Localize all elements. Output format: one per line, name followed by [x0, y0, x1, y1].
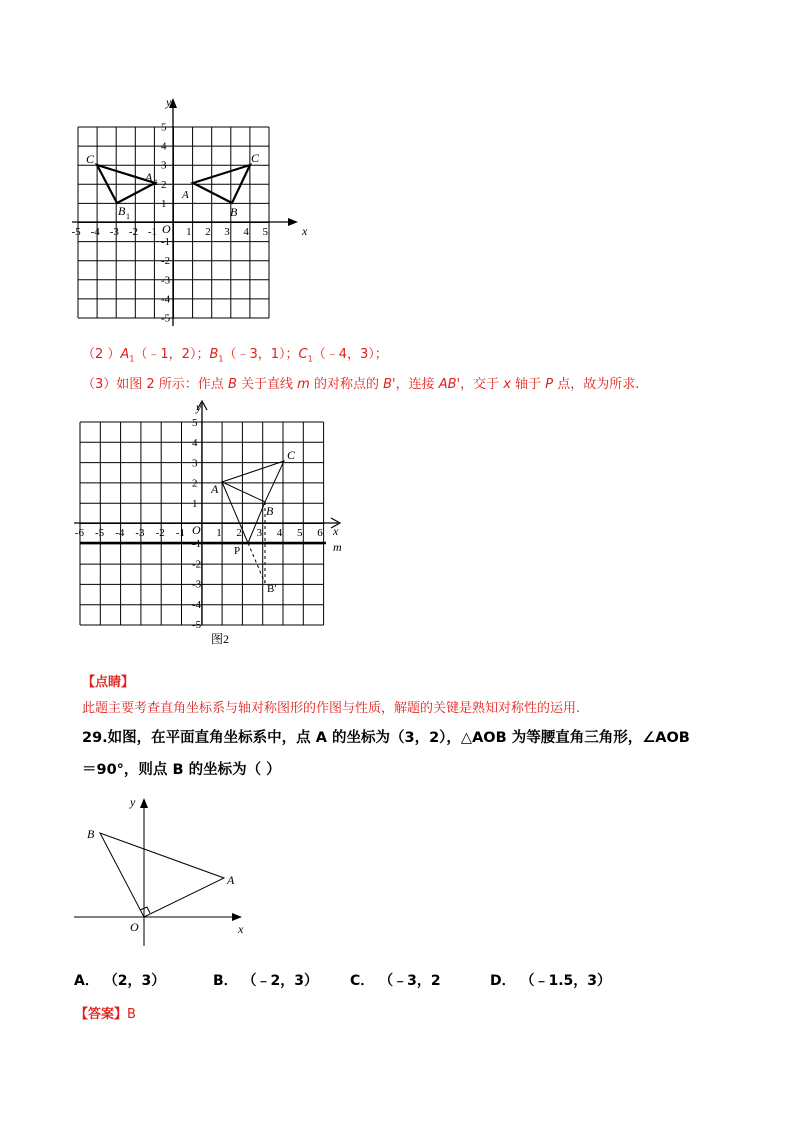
x-axis-label: x [333, 524, 339, 538]
y-tick-label: 4 [161, 140, 167, 153]
x-tick-label: -3 [109, 226, 119, 238]
y-tick-label: 3 [192, 457, 198, 470]
y-tick-label: 2 [192, 477, 198, 490]
x-tick-label: 1 [186, 226, 192, 238]
x-tick-label: -2 [128, 226, 138, 238]
option-c[interactable]: C． （﹣3，2 [350, 973, 441, 989]
y-tick-label: 5 [161, 121, 167, 134]
y-tick-label: -2 [161, 255, 171, 268]
point-a1-subscript: 1 [154, 178, 158, 187]
triangle-aob [100, 833, 224, 917]
x-axis-arrow-icon [232, 913, 242, 921]
y-tick-label: -4 [161, 293, 171, 306]
point-a-label: A [211, 482, 219, 496]
dianjing-text: 此题主要考查直角坐标系与轴对称图形的作图与性质，解题的关键是熟知对称性的运用. [82, 701, 581, 716]
point-b1-subscript: 1 [126, 212, 130, 221]
point-b-label: B [87, 827, 95, 841]
answer [75, 1003, 136, 1022]
y-tick-label: 5 [192, 417, 198, 429]
answer-heading: 【答案】 [75, 1007, 128, 1022]
y-tick-label: -4 [192, 598, 202, 611]
origin-label: O [130, 920, 139, 934]
answer-value: B [127, 1007, 136, 1022]
point-b-prime-label: B' [267, 583, 277, 595]
x-tick-label: -1 [147, 226, 158, 238]
point-c-label: C [287, 448, 296, 462]
x-tick-label: 4 [243, 226, 249, 238]
solution-part-2: （2 ）$A_1(﹣1$，2）；$B_1(﹣3$，1）；$C_1(﹣4$，3）； [82, 347, 388, 364]
y-tick-label: -1 [161, 236, 171, 249]
line-m-label: m [333, 540, 342, 554]
point-b-label: B [230, 205, 238, 219]
option-b[interactable]: B． （﹣2，3） [213, 973, 319, 989]
y-tick-label: -5 [192, 619, 202, 631]
segment-ap [222, 482, 248, 543]
point-b1-label: B [118, 204, 126, 218]
point-c-label: C [251, 151, 260, 165]
y-tick-label: -3 [161, 274, 171, 287]
point-a-label: A [227, 873, 235, 887]
x-tick-label: 5 [297, 527, 303, 539]
x-tick-label: -3 [135, 527, 145, 539]
x-tick-label: 5 [262, 226, 268, 238]
y-tick-label: 1 [161, 197, 167, 210]
point-c1-label: C [86, 152, 95, 166]
figure-3-triangle-aob [70, 790, 260, 950]
y-tick-label: -5 [161, 312, 171, 325]
y-tick-label: 3 [161, 159, 167, 172]
x-axis-arrow-icon [288, 218, 298, 226]
x-tick-label: 3 [224, 226, 230, 238]
point-a-label: A [182, 189, 189, 201]
figure-2-caption: 图2 [211, 632, 230, 646]
x-tick-label: -5 [95, 527, 105, 539]
y-tick-label: -2 [192, 558, 202, 571]
option-d[interactable]: D． （﹣1.5，3） [490, 973, 612, 989]
x-tick-label: -5 [71, 226, 81, 238]
y-tick-label: -1 [192, 538, 202, 551]
point-p-label: P [234, 545, 241, 557]
y-axis-arrow-icon [140, 798, 148, 808]
y-tick-label: 4 [192, 437, 198, 450]
y-tick-label: -3 [192, 578, 202, 591]
origin-label: O [162, 222, 171, 236]
question-29-line-2: ＝90°，则点 B 的坐标为（ ） [82, 762, 281, 778]
x-axis-label: x [302, 224, 308, 238]
point-b-label: B [266, 504, 274, 518]
x-tick-label: 4 [276, 527, 283, 539]
x-axis-label: x [238, 922, 244, 936]
y-axis-label: y [130, 795, 136, 809]
x-tick-label: -4 [115, 527, 125, 539]
y-tick-label: 1 [192, 497, 198, 510]
y-axis-label: y [166, 95, 172, 109]
x-tick-label: -1 [175, 527, 185, 539]
y-axis-label: y [196, 400, 202, 414]
x-tick-label: 2 [236, 527, 242, 539]
figure-1-coordinate-grid [60, 90, 320, 330]
x-tick-label: -4 [90, 226, 100, 238]
dianjing-heading: 【点睛】 [82, 675, 135, 690]
figure-2-coordinate-grid [70, 398, 360, 650]
x-tick-label: -2 [155, 527, 165, 539]
option-a[interactable]: A． （2，3） [74, 973, 166, 989]
origin-label: O [192, 523, 201, 537]
point-a1-label: A [145, 170, 153, 184]
x-tick-label: -6 [74, 527, 84, 539]
triangle-abc [222, 461, 284, 502]
x-tick-label: 2 [205, 226, 211, 238]
x-tick-label: 6 [317, 527, 323, 539]
y-tick-label: 2 [161, 178, 167, 191]
x-tick-label: 1 [216, 527, 222, 539]
question-29-line-1: 29.如图，在平面直角坐标系中，点 A 的坐标为（3，2），△AOB 为等腰直角三角形，∠AOB [82, 730, 690, 746]
solution-part-3: （3）如图 2 所示：作点 B 关于直线 m 的对称点的 B'，连接 AB'，交于 x 轴于 P 点，故为所求. [82, 377, 640, 392]
x-tick-label: 3 [256, 527, 263, 539]
